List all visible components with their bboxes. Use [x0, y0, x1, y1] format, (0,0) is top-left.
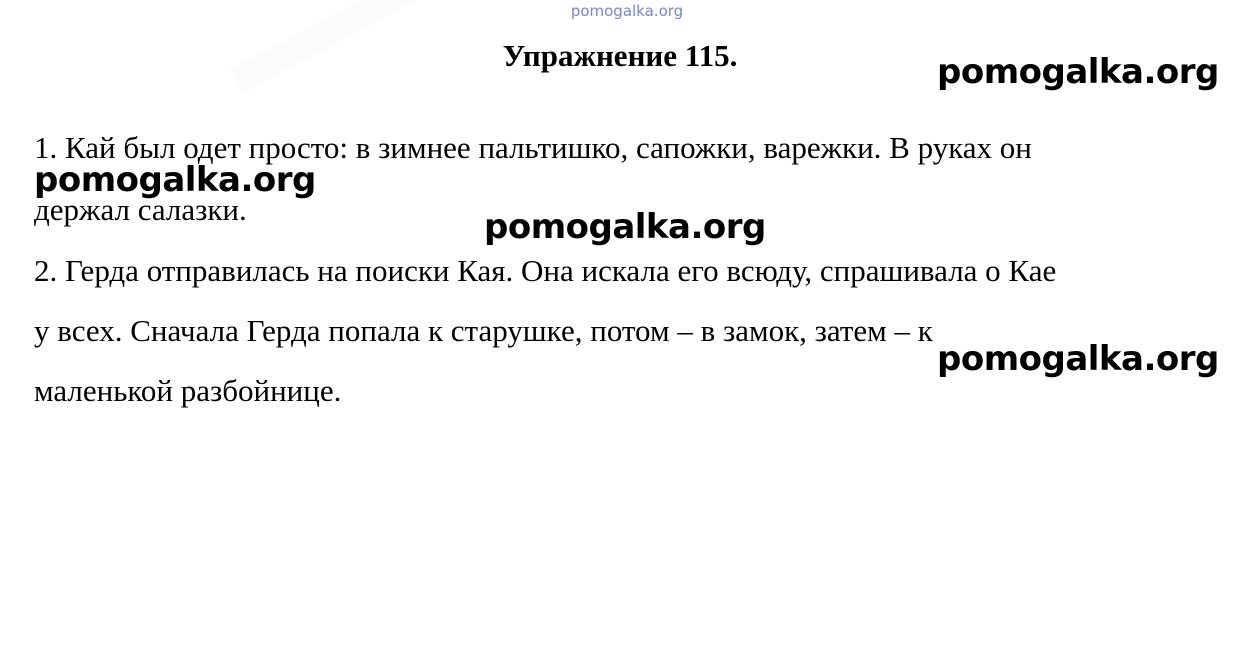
exercise-title: Упражнение 115. [502, 38, 738, 73]
text-line-2: держал салазки. [34, 192, 247, 227]
text-line-3: 2. Герда отправилась на поиски Кая. Она искала его всюду, спрашивала о Кае [34, 253, 1057, 288]
watermark-bottom-right: pomogalka.org [937, 339, 1219, 379]
watermark-center: pomogalka.org [484, 207, 766, 247]
text-line-4: у всех. Сначала Герда попала к старушке, потом – в замок, затем – к [34, 313, 933, 348]
watermark-left: pomogalka.org [34, 160, 316, 200]
text-line-1: 1. Кай был одет просто: в зимнее пальтишко, сапожки, варежки. В руках он [34, 130, 1032, 165]
top-watermark-link[interactable]: pomogalka.org [570, 2, 684, 20]
watermark-top-right: pomogalka.org [937, 52, 1219, 92]
text-line-5: маленькой разбойнице. [34, 373, 342, 408]
